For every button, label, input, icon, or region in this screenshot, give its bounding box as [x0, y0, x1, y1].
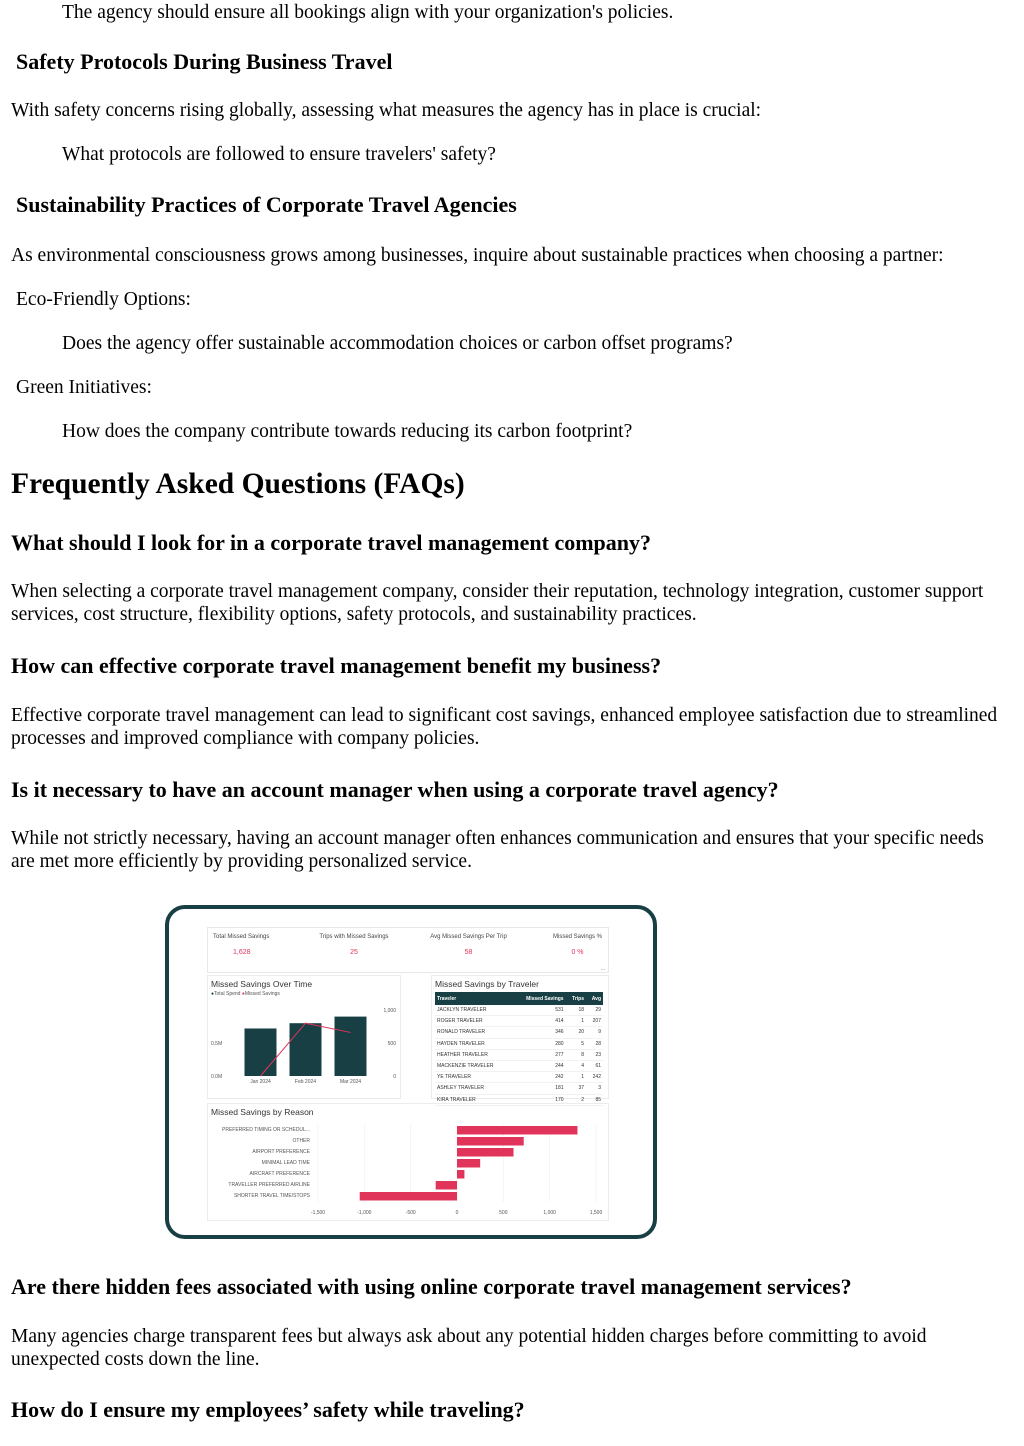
reason-bar — [360, 1192, 457, 1201]
sustain-heading: Sustainability Practices of Corporate Travel Agencies — [16, 192, 517, 217]
green-label: Green Initiatives: — [16, 377, 152, 398]
reason-label: MINIMAL LEAD TIME — [261, 1160, 310, 1166]
table-row: HAYDEN TRAVELER 280 5 28 — [435, 1038, 603, 1049]
faq-question-5: How do I ensure my employees’ safety while traveling? — [11, 1397, 525, 1422]
over-time-chart — [208, 976, 400, 1098]
column-header[interactable]: Trips — [566, 992, 586, 1005]
by-traveler-title: Missed Savings by Traveler — [435, 979, 539, 989]
x-tick-label: 1,000 — [543, 1210, 556, 1216]
faq-heading: Frequently Asked Questions (FAQs) — [11, 468, 465, 500]
reason-bar — [436, 1181, 457, 1190]
x-tick-label: 0 — [455, 1210, 459, 1216]
reason-label: SHORTER TRAVEL TIME/STOPS — [233, 1193, 310, 1199]
faq-answer-1: When selecting a corporate travel management company, consider their reputation, technology integration, customer support services, cost structure, flexibility options, safety protocols, and sustainability practices. — [11, 581, 984, 625]
table-row: KIRA TRAVELER 170 2 85 — [435, 1094, 603, 1105]
by-reason-card — [207, 1103, 609, 1221]
over-time-card — [207, 975, 401, 1099]
faq-answer-3: While not strictly necessary, having an account manager often enhances communication and ensures that your specific needs are met more efficiently by providing personalized service. — [11, 828, 984, 872]
by-reason-chart — [208, 1104, 608, 1220]
total-spend-bar — [290, 1023, 322, 1076]
y-left-tick-label: 0.0M — [211, 1074, 223, 1080]
column-header[interactable]: Traveler — [435, 992, 512, 1005]
reason-bar — [457, 1137, 524, 1146]
eco-label: Eco-Friendly Options: — [16, 289, 191, 310]
kpi-trips: Trips with Missed Savings 25 — [319, 934, 389, 956]
x-tick-label: 500 — [499, 1210, 508, 1216]
column-header[interactable]: Missed Savings — [512, 992, 565, 1005]
faq-question-1: What should I look for in a corporate travel management company? — [11, 530, 652, 555]
sustain-text: As environmental consciousness grows among businesses, inquire about sustainable practices when choosing a partner: — [11, 245, 944, 266]
table-row: HEATHER TRAVELER 277 8 23 — [435, 1049, 603, 1060]
kpi-total-missed: Total Missed Savings 1,628 — [213, 934, 270, 956]
reason-label: TRAVELLER PREFERRED AIRLINE — [228, 1182, 310, 1188]
table-row: RONALD TRAVELER 346 20 9 — [435, 1027, 603, 1038]
x-tick-label: -500 — [405, 1210, 416, 1216]
reason-label: AIRCRAFT PREFERENCE — [249, 1171, 310, 1177]
y-left-tick-label: 0.5M — [211, 1041, 223, 1047]
faq-answer-2: Effective corporate travel management can lead to significant cost savings, enhanced employee satisfaction due to streamlined processes and improved compliance with company policies. — [11, 705, 998, 749]
kpi-strip — [207, 927, 609, 973]
reason-bar — [457, 1170, 464, 1179]
traveler-table — [435, 992, 603, 1106]
safety-text: With safety concerns rising globally, assessing what measures the agency has in place is crucial: — [11, 100, 762, 121]
faq-question-2: How can effective corporate travel management benefit my business? — [11, 653, 662, 678]
reason-bar — [457, 1148, 514, 1157]
legend-dot-icon: ● — [211, 991, 215, 997]
safety-question: What protocols are followed to ensure travelers' safety? — [62, 144, 496, 165]
y-right-tick-label: 0 — [393, 1074, 396, 1080]
faq-question-3: Is it necessary to have an account manager when using a corporate travel agency? — [11, 777, 779, 802]
eco-question: Does the agency offer sustainable accommodation choices or carbon offset programs? — [62, 333, 733, 354]
x-tick-label: Jan 2024 — [250, 1079, 271, 1085]
intro-line: The agency should ensure all bookings align with your organization's policies. — [62, 2, 674, 23]
reason-label: PREFERRED TIMING OR SCHEDUL... — [222, 1127, 310, 1133]
table-row: ROGER TRAVELER 414 1 207 — [435, 1016, 603, 1027]
reason-bar — [457, 1159, 480, 1168]
x-tick-label: Feb 2024 — [294, 1079, 317, 1085]
table-row: MACKENZIE TRAVELER 244 4 61 — [435, 1060, 603, 1071]
reason-bar — [457, 1126, 577, 1135]
more-options-icon[interactable]: ... — [600, 966, 605, 972]
table-row: YE TRAVELER 242 1 242 — [435, 1072, 603, 1083]
y-right-tick-label: 1,000 — [383, 1008, 396, 1014]
table-row: JACKLYN TRAVELER 531 18 29 — [435, 1005, 603, 1016]
by-reason-title: Missed Savings by Reason — [211, 1107, 314, 1117]
faq-answer-4: Many agencies charge transparent fees but always ask about any potential hidden charges before committing to avoid unexpected costs down the line. — [11, 1326, 927, 1370]
reason-label: OTHER — [292, 1138, 310, 1144]
over-time-title: Missed Savings Over Time — [211, 979, 313, 989]
x-tick-label: Mar 2024 — [339, 1079, 362, 1085]
table-row: ASHLEY TRAVELER 181 37 3 — [435, 1083, 603, 1094]
total-spend-bar — [335, 1017, 367, 1076]
kpi-percent: Missed Savings % 0 % — [552, 934, 603, 956]
column-header[interactable]: Avg — [586, 992, 603, 1005]
legend: ●Total Spend ●Missed Savings — [211, 991, 280, 997]
total-spend-bar — [245, 1028, 277, 1076]
y-right-tick-label: 500 — [387, 1041, 396, 1047]
dashboard-screenshot — [165, 905, 657, 1239]
x-tick-label: -1,000 — [357, 1210, 372, 1216]
by-traveler-card — [431, 975, 609, 1103]
faq-question-4: Are there hidden fees associated with using online corporate travel management services? — [11, 1274, 852, 1299]
kpi-avg: Avg Missed Savings Per Trip 58 — [430, 934, 507, 956]
safety-heading: Safety Protocols During Business Travel — [16, 49, 393, 74]
x-tick-label: 1,500 — [589, 1210, 603, 1216]
green-question: How does the company contribute towards reducing its carbon footprint? — [62, 421, 633, 442]
x-tick-label: -1,500 — [310, 1210, 326, 1216]
legend-dot-icon: ● — [241, 991, 245, 997]
reason-label: AIRPORT PREFERENCE — [252, 1149, 310, 1155]
